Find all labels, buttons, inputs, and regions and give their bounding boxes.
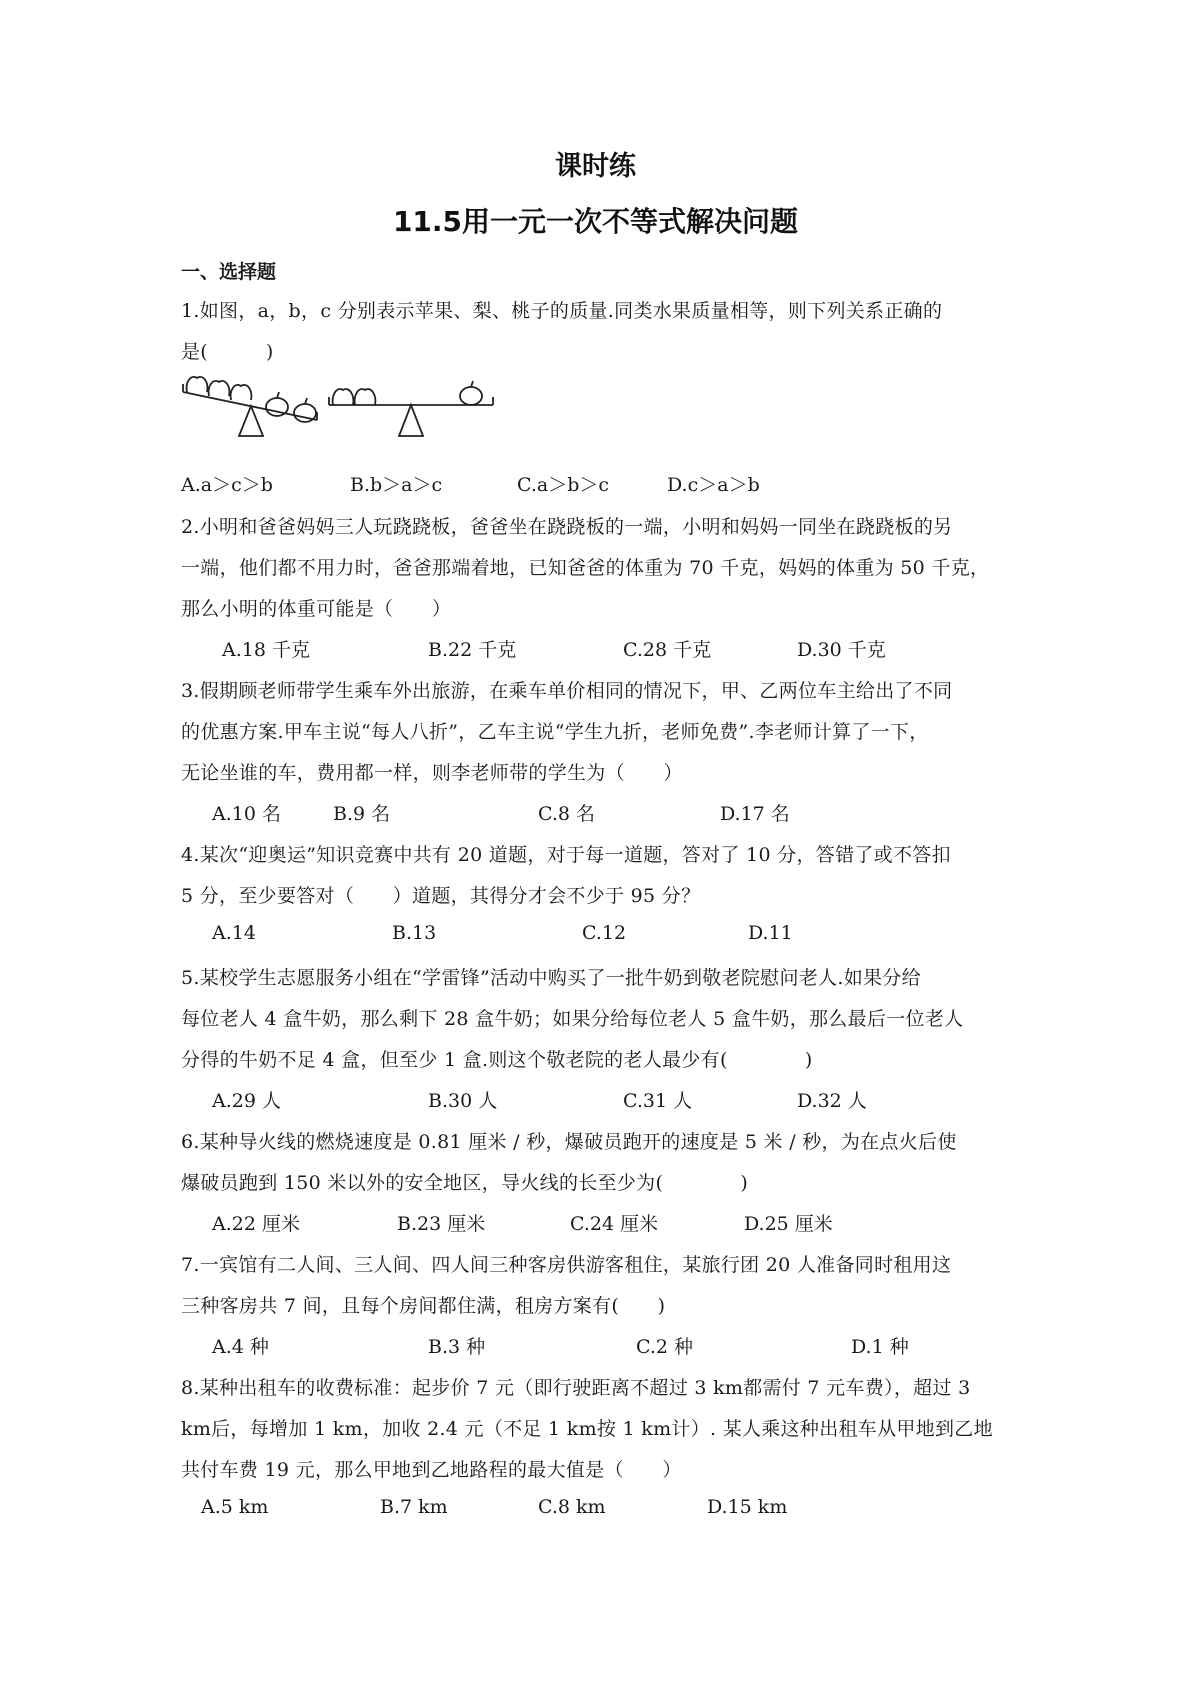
- question-8-option-d[interactable]: D.15 km: [707, 1496, 788, 1518]
- question-3-option-d[interactable]: D.17 名: [720, 803, 790, 825]
- question-1-option-c[interactable]: C.a＞b＞c: [517, 474, 610, 496]
- question-8-line-3: 共付车费 19 元，那么甲地到乙地路程的最大值是（ ）: [181, 1459, 682, 1481]
- question-4-option-a[interactable]: A.14: [212, 922, 256, 944]
- question-8-option-b[interactable]: B.7 km: [380, 1496, 448, 1518]
- seesaw-balance-figure: [181, 374, 499, 460]
- question-3-option-c[interactable]: C.8 名: [538, 803, 596, 825]
- question-6-option-a[interactable]: A.22 厘米: [212, 1213, 300, 1235]
- question-7-option-d[interactable]: D.1 种: [851, 1336, 909, 1358]
- lesson-title: 11.5用一元一次不等式解决问题: [392, 205, 799, 238]
- question-6-line-1: 6.某种导火线的燃烧速度是 0.81 厘米 / 秒，爆破员跑开的速度是 5 米 / 秒，为在点火后使: [181, 1131, 957, 1153]
- question-2-option-c[interactable]: C.28 千克: [623, 639, 712, 661]
- question-8-line-1: 8.某种出租车的收费标准：起步价 7 元（即行驶距离不超过 3 km都需付 7 元车费），超过 3: [181, 1377, 971, 1399]
- question-2-option-a[interactable]: A.18 千克: [222, 639, 310, 661]
- question-2-line-2: 一端，他们都不用力时，爸爸那端着地，已知爸爸的体重为 70 千克，妈妈的体重为 50 千克，: [181, 557, 990, 579]
- question-3-line-2: 的优惠方案.甲车主说“每人八折”，乙车主说“学生九折，老师免费”.李老师计算了一下，: [181, 721, 929, 743]
- question-3-option-a[interactable]: A.10 名: [212, 803, 281, 825]
- question-7-option-a[interactable]: A.4 种: [212, 1336, 269, 1358]
- question-2-option-d[interactable]: D.30 千克: [797, 639, 886, 661]
- question-3-line-1: 3.假期顾老师带学生乘车外出旅游，在乘车单价相同的情况下，甲、乙两位车主给出了不同: [181, 680, 953, 702]
- question-8-option-c[interactable]: C.8 km: [538, 1496, 606, 1518]
- question-7-option-b[interactable]: B.3 种: [428, 1336, 486, 1358]
- question-6-option-c[interactable]: C.24 厘米: [570, 1213, 659, 1235]
- question-5-option-a[interactable]: A.29 人: [212, 1090, 281, 1112]
- question-6-option-b[interactable]: B.23 厘米: [397, 1213, 486, 1235]
- question-7-line-2: 三种客房共 7 间，且每个房间都住满，租房方案有( ): [181, 1295, 666, 1317]
- question-7-line-1: 7.一宾馆有二人间、三人间、四人间三种客房供游客租住，某旅行团 20 人准备同时租用这: [181, 1254, 952, 1276]
- question-1-option-a[interactable]: A.a＞c＞b: [181, 474, 273, 496]
- page-title: 课时练: [555, 151, 636, 182]
- question-7-option-c[interactable]: C.2 种: [636, 1336, 694, 1358]
- question-5-line-3: 分得的牛奶不足 4 盒，但至少 1 盒.则这个敬老院的老人最少有( ): [181, 1049, 813, 1071]
- question-3-option-b[interactable]: B.9 名: [333, 803, 391, 825]
- question-5-option-b[interactable]: B.30 人: [428, 1090, 498, 1112]
- question-1-option-d[interactable]: D.c＞a＞b: [667, 474, 760, 496]
- question-8-line-2: km后，每增加 1 km，加收 2.4 元（不足 1 km按 1 km计）. 某人乘这种出租车从甲地到乙地: [181, 1418, 993, 1440]
- question-5-line-1: 5.某校学生志愿服务小组在“学雷锋”活动中购买了一批牛奶到敬老院慰问老人.如果分给: [181, 967, 921, 989]
- question-1-line-2: 是( ): [181, 341, 274, 363]
- question-1-line-1: 1.如图，a，b，c 分别表示苹果、梨、桃子的质量.同类水果质量相等，则下列关系正确的: [181, 300, 943, 322]
- question-4-line-1: 4.某次“迎奥运”知识竞赛中共有 20 道题，对于每一道题，答对了 10 分，答错了或不答扣: [181, 844, 951, 866]
- question-6-option-d[interactable]: D.25 厘米: [744, 1213, 833, 1235]
- question-2-option-b[interactable]: B.22 千克: [428, 639, 517, 661]
- question-2-line-3: 那么小明的体重可能是（ ）: [181, 598, 452, 620]
- section-heading: 一、选择题: [181, 261, 277, 283]
- question-6-line-2: 爆破员跑到 150 米以外的安全地区，导火线的长至少为( ): [181, 1172, 749, 1194]
- question-5-option-c[interactable]: C.31 人: [623, 1090, 693, 1112]
- question-4-option-b[interactable]: B.13: [392, 922, 437, 944]
- question-8-option-a[interactable]: A.5 km: [201, 1496, 269, 1518]
- question-3-line-3: 无论坐谁的车，费用都一样，则李老师带的学生为（ ）: [181, 762, 683, 784]
- question-4-option-d[interactable]: D.11: [748, 922, 793, 944]
- question-5-line-2: 每位老人 4 盒牛奶，那么剩下 28 盒牛奶；如果分给每位老人 5 盒牛奶，那么最后一位老人: [181, 1008, 964, 1030]
- question-1-option-b[interactable]: B.b＞a＞c: [350, 474, 443, 496]
- question-4-line-2: 5 分，至少要答对（ ）道题，其得分才会不少于 95 分？: [181, 885, 701, 907]
- question-2-line-1: 2.小明和爸爸妈妈三人玩跷跷板，爸爸坐在跷跷板的一端，小明和妈妈一同坐在跷跷板的另: [181, 516, 953, 538]
- question-4-option-c[interactable]: C.12: [582, 922, 627, 944]
- question-5-option-d[interactable]: D.32 人: [797, 1090, 867, 1112]
